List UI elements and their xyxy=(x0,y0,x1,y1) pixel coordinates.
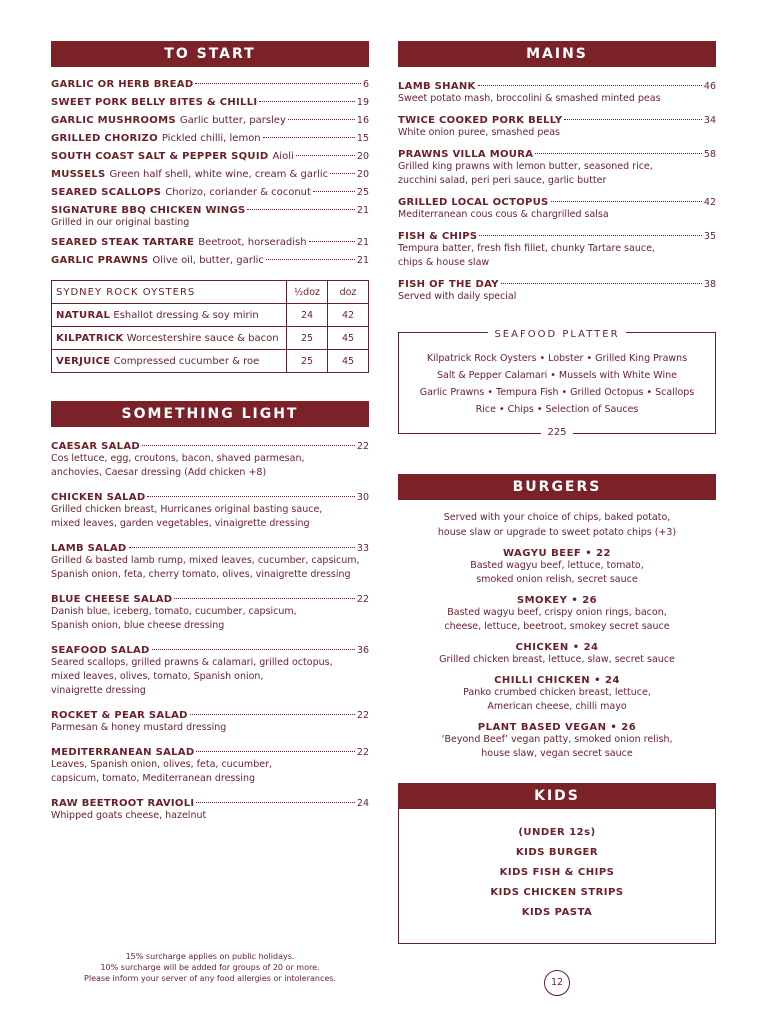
menu-item-name: ROCKET & PEAR SALAD xyxy=(51,710,188,721)
dot-leader xyxy=(129,547,355,548)
dot-leader xyxy=(195,83,361,84)
burgers-intro-line: house slaw or upgrade to sweet potato chips (+3) xyxy=(437,527,677,538)
menu-item-name: LAMB SHANK xyxy=(398,81,476,92)
menu-item-row xyxy=(51,710,369,721)
menu-item-price: 42 xyxy=(703,197,716,208)
dot-leader xyxy=(147,496,354,497)
menu-item xyxy=(51,205,369,230)
oysters-dozen-header: doz xyxy=(328,281,369,304)
oyster-name: KILPATRICK xyxy=(56,332,124,344)
menu-item-row xyxy=(51,594,369,605)
menu-item-name: SIGNATURE BBQ CHICKEN WINGS xyxy=(51,205,246,216)
menu-item-row xyxy=(51,441,369,452)
right-column xyxy=(398,41,716,944)
menu-item-detail: Grilled king prawns with lemon butter, seasoned rice, zucchini salad, peri peri sauce, garlic butter xyxy=(398,161,653,186)
dot-leader xyxy=(564,119,701,120)
seafood-platter-box xyxy=(398,329,716,438)
seafood-platter-price: 225 xyxy=(541,427,572,438)
menu-item-price: 20 xyxy=(356,151,369,162)
dot-leader xyxy=(296,155,355,156)
menu-item-detail: Tempura batter, fresh fish fillet, chunky Tartare sauce, chips & house slaw xyxy=(398,243,655,268)
menu-item-detail: Sweet potato mash, broccolini & smashed minted peas xyxy=(398,93,661,104)
menu-item xyxy=(51,169,369,180)
menu-item-row xyxy=(398,231,716,242)
menu-item-desc: Beetroot, horseradish xyxy=(198,237,307,248)
menu-item-name: CAESAR SALAD xyxy=(51,441,140,452)
kids-item: (UNDER 12s) xyxy=(518,827,596,838)
menu-item-detail: Whipped goats cheese, hazelnut xyxy=(51,810,207,821)
dot-leader xyxy=(174,598,354,599)
oyster-row xyxy=(52,327,369,350)
menu-item-name: GARLIC MUSHROOMS xyxy=(51,115,176,126)
menu-item-price: 58 xyxy=(703,149,716,160)
menu-item xyxy=(51,237,369,248)
menu-item xyxy=(51,594,369,633)
oyster-half-price: 24 xyxy=(287,304,328,327)
menu-item-row xyxy=(398,279,716,290)
dot-leader xyxy=(330,173,355,174)
dot-leader xyxy=(535,153,702,154)
to-start-banner: TO START xyxy=(51,41,369,67)
dot-leader xyxy=(142,445,355,446)
menu-item-price: 35 xyxy=(703,231,716,242)
menu-item-row xyxy=(51,79,369,90)
menu-item-name: SEARED SCALLOPS xyxy=(51,187,162,198)
menu-item-name: SWEET PORK BELLY BITES & CHILLI xyxy=(51,97,258,108)
dot-leader xyxy=(190,714,355,715)
dot-leader xyxy=(288,119,355,120)
menu-item-detail: Grilled in our original basting xyxy=(51,217,190,228)
menu-item xyxy=(51,645,369,698)
menu-item-detail: Grilled chicken breast, Hurricanes original basting sauce, mixed leaves, garden vegetables, vinaigrette dressing xyxy=(51,504,323,529)
dot-leader xyxy=(152,649,355,650)
menu-item xyxy=(51,151,369,162)
page-number: 12 xyxy=(544,970,570,996)
menu-item-price: 21 xyxy=(356,205,369,216)
menu-item-price: 36 xyxy=(356,645,369,656)
menu-item-detail: Parmesan & honey mustard dressing xyxy=(51,722,227,733)
menu-item-desc: Olive oil, butter, garlic xyxy=(152,255,264,266)
platter-line: Salt & Pepper Calamari • Mussels with White Wine xyxy=(437,370,677,381)
menu-item-price: 20 xyxy=(356,169,369,180)
menu-item-row xyxy=(51,133,369,144)
menu-item-row xyxy=(51,798,369,809)
burger-detail: Basted wagyu beef, lettuce, tomato, smoked onion relish, secret sauce xyxy=(470,560,644,585)
something-light-list xyxy=(51,441,369,823)
burgers-list xyxy=(398,548,716,761)
menu-item-row xyxy=(51,169,369,180)
burger-name: CHILLI CHICKEN • 24 xyxy=(494,675,620,686)
to-start-list xyxy=(51,79,369,266)
oyster-dozen-price: 45 xyxy=(328,327,369,350)
oysters-table xyxy=(51,280,369,373)
menu-item-price: 22 xyxy=(356,594,369,605)
menu-item-name: SEARED STEAK TARTARE xyxy=(51,237,195,248)
burger-detail: Basted wagyu beef, crispy onion rings, bacon, cheese, lettuce, beetroot, smokey secret sauce xyxy=(444,607,670,632)
menu-item-detail: Danish blue, iceberg, tomato, cucumber, capsicum, Spanish onion, blue cheese dressing xyxy=(51,606,297,631)
dot-leader xyxy=(259,101,355,102)
oyster-desc: Worcestershire sauce & bacon xyxy=(126,332,279,344)
oyster-desc: Compressed cucumber & roe xyxy=(113,355,260,367)
menu-item-price: 16 xyxy=(356,115,369,126)
menu-item-price: 34 xyxy=(703,115,716,126)
menu-item-name: GARLIC PRAWNS xyxy=(51,255,149,266)
footnote-line: 10% surcharge will be added for groups of 20 or more. xyxy=(100,963,320,972)
menu-item-detail: Mediterranean cous cous & chargrilled salsa xyxy=(398,209,609,220)
menu-item-row xyxy=(51,205,369,216)
dot-leader xyxy=(313,191,355,192)
burger-item xyxy=(398,595,716,634)
burgers-intro-line: Served with your choice of chips, baked potato, xyxy=(443,512,671,523)
mains-banner: MAINS xyxy=(398,41,716,67)
menu-item-detail: Seared scallops, grilled prawns & calamari, grilled octopus, mixed leaves, olives, tomato, Spanish onion, vinaigrette dressing xyxy=(51,657,333,696)
menu-item-desc: Green half shell, white wine, cream & garlic xyxy=(109,169,329,180)
kids-banner: KIDS xyxy=(398,783,716,809)
menu-item xyxy=(51,255,369,266)
platter-line: Kilpatrick Rock Oysters • Lobster • Grilled King Prawns xyxy=(426,353,688,364)
dot-leader xyxy=(479,235,702,236)
dot-leader xyxy=(263,137,355,138)
dot-leader xyxy=(196,802,354,803)
menu-item-row xyxy=(51,543,369,554)
burger-name: SMOKEY • 26 xyxy=(516,595,598,606)
burger-name: WAGYU BEEF • 22 xyxy=(502,548,612,559)
menu-item-row xyxy=(51,187,369,198)
menu-item xyxy=(398,231,716,270)
kids-item: KIDS CHICKEN STRIPS xyxy=(490,887,624,898)
something-light-banner: SOMETHING LIGHT xyxy=(51,401,369,427)
seafood-platter-title: SEAFOOD PLATTER xyxy=(488,329,625,340)
menu-item xyxy=(51,543,369,582)
menu-item-name: RAW BEETROOT RAVIOLI xyxy=(51,798,195,809)
menu-item xyxy=(51,133,369,144)
menu-item xyxy=(51,115,369,126)
menu-item-row xyxy=(398,197,716,208)
burger-item xyxy=(398,722,716,761)
menu-item xyxy=(51,747,369,786)
dot-leader xyxy=(551,201,702,202)
kids-list xyxy=(398,809,716,944)
menu-item xyxy=(51,441,369,480)
oyster-dozen-price: 45 xyxy=(328,350,369,373)
menu-item-price: 19 xyxy=(356,97,369,108)
burger-item xyxy=(398,675,716,714)
footnote-line: 15% surcharge applies on public holidays. xyxy=(125,952,295,961)
menu-item-detail: Served with daily special xyxy=(398,291,517,302)
oyster-desc: Eshallot dressing & soy mirin xyxy=(113,309,259,321)
burger-detail: Grilled chicken breast, lettuce, slaw, secret sauce xyxy=(439,654,675,665)
mains-list xyxy=(398,81,716,304)
oyster-half-price: 25 xyxy=(287,327,328,350)
menu-item-price: 38 xyxy=(703,279,716,290)
platter-line: Garlic Prawns • Tempura Fish • Grilled Octopus • Scallops xyxy=(419,387,695,398)
kids-item: KIDS PASTA xyxy=(521,907,593,918)
menu-item xyxy=(51,798,369,823)
footnote xyxy=(51,951,369,984)
oysters-header-row xyxy=(52,281,369,304)
menu-item-detail: White onion puree, smashed peas xyxy=(398,127,560,138)
menu-item-name: GRILLED LOCAL OCTOPUS xyxy=(398,197,549,208)
dot-leader xyxy=(309,241,355,242)
menu-item-desc: Chorizo, coriander & coconut xyxy=(165,187,311,198)
menu-item-name: GRILLED CHORIZO xyxy=(51,133,158,144)
menu-item-name: LAMB SALAD xyxy=(51,543,127,554)
oyster-row xyxy=(52,304,369,327)
menu-item-price: 22 xyxy=(356,747,369,758)
menu-item-name: FISH & CHIPS xyxy=(398,231,478,242)
dot-leader xyxy=(196,751,354,752)
menu-item-price: 21 xyxy=(356,255,369,266)
menu-item-row xyxy=(51,645,369,656)
menu-item-name: SOUTH COAST SALT & PEPPER SQUID xyxy=(51,151,269,162)
menu-item-row xyxy=(51,255,369,266)
menu-item-price: 15 xyxy=(356,133,369,144)
menu-item-detail: Cos lettuce, egg, croutons, bacon, shaved parmesan, anchovies, Caesar dressing (Add chicken +8) xyxy=(51,453,305,478)
burgers-intro xyxy=(398,510,716,540)
menu-item-price: 22 xyxy=(356,710,369,721)
menu-item-detail: Grilled & basted lamb rump, mixed leaves, cucumber, capsicum, Spanish onion, feta, cherry tomato, olives, vinaigrette dressing xyxy=(51,555,360,580)
menu-item-name: SEAFOOD SALAD xyxy=(51,645,150,656)
oyster-row xyxy=(52,350,369,373)
menu-item-row xyxy=(51,115,369,126)
menu-item-name: MUSSELS xyxy=(51,169,106,180)
menu-item-desc: Aioli xyxy=(272,151,294,162)
menu-item-row xyxy=(51,151,369,162)
menu-item xyxy=(398,279,716,304)
menu-item-detail: Leaves, Spanish onion, olives, feta, cucumber, capsicum, tomato, Mediterranean dressing xyxy=(51,759,272,784)
menu-item-name: GARLIC OR HERB BREAD xyxy=(51,79,194,90)
oyster-dozen-price: 42 xyxy=(328,304,369,327)
menu-item-row xyxy=(398,149,716,160)
burger-item xyxy=(398,642,716,667)
menu-item-name: TWICE COOKED PORK BELLY xyxy=(398,115,563,126)
menu-item-price: 33 xyxy=(356,543,369,554)
menu-item-name: FISH OF THE DAY xyxy=(398,279,499,290)
menu-item-desc: Garlic butter, parsley xyxy=(179,115,286,126)
menu-item-row xyxy=(398,81,716,92)
oyster-name: VERJUICE xyxy=(56,355,111,367)
dot-leader xyxy=(266,259,355,260)
kids-item: KIDS BURGER xyxy=(515,847,599,858)
menu-item-row xyxy=(51,747,369,758)
dot-leader xyxy=(247,209,354,210)
burger-detail: Panko crumbed chicken breast, lettuce, American cheese, chilli mayo xyxy=(463,687,651,712)
menu-item-price: 24 xyxy=(356,798,369,809)
menu-item-price: 25 xyxy=(356,187,369,198)
menu-item xyxy=(398,81,716,106)
left-column xyxy=(51,41,369,835)
kids-item: KIDS FISH & CHIPS xyxy=(499,867,615,878)
platter-line: Rice • Chips • Selection of Sauces xyxy=(475,404,639,415)
menu-item-price: 21 xyxy=(356,237,369,248)
menu-item-desc: Pickled chilli, lemon xyxy=(161,133,261,144)
menu-item-name: PRAWNS VILLA MOURA xyxy=(398,149,534,160)
oysters-title: SYDNEY ROCK OYSTERS xyxy=(52,281,287,304)
menu-item-price: 22 xyxy=(356,441,369,452)
menu-item-row xyxy=(51,97,369,108)
burger-item xyxy=(398,548,716,587)
menu-item-name: MEDITERRANEAN SALAD xyxy=(51,747,195,758)
menu-item xyxy=(51,187,369,198)
menu-item-price: 6 xyxy=(362,79,369,90)
menu-item xyxy=(398,115,716,140)
burger-name: PLANT BASED VEGAN • 26 xyxy=(477,722,637,733)
menu-item-row xyxy=(51,237,369,248)
oysters-half-dozen-header: ½doz xyxy=(287,281,328,304)
menu-item xyxy=(398,197,716,222)
burger-name: CHICKEN • 24 xyxy=(515,642,599,653)
menu-item-price: 46 xyxy=(703,81,716,92)
menu-item-row xyxy=(398,115,716,126)
burger-detail: ‘Beyond Beef’ vegan patty, smoked onion relish, house slaw, vegan secret sauce xyxy=(441,734,673,759)
burgers-banner: BURGERS xyxy=(398,474,716,500)
menu-item xyxy=(51,710,369,735)
oyster-half-price: 25 xyxy=(287,350,328,373)
menu-item xyxy=(51,97,369,108)
menu-item-row xyxy=(51,492,369,503)
footnote-line: Please inform your server of any food allergies or intolerances. xyxy=(84,974,336,983)
menu-item-name: CHICKEN SALAD xyxy=(51,492,146,503)
menu-item-price: 30 xyxy=(356,492,369,503)
oyster-name: NATURAL xyxy=(56,309,111,321)
dot-leader xyxy=(478,85,702,86)
menu-item xyxy=(51,79,369,90)
menu-item xyxy=(398,149,716,188)
dot-leader xyxy=(501,283,702,284)
menu-item-name: BLUE CHEESE SALAD xyxy=(51,594,173,605)
menu-item xyxy=(51,492,369,531)
